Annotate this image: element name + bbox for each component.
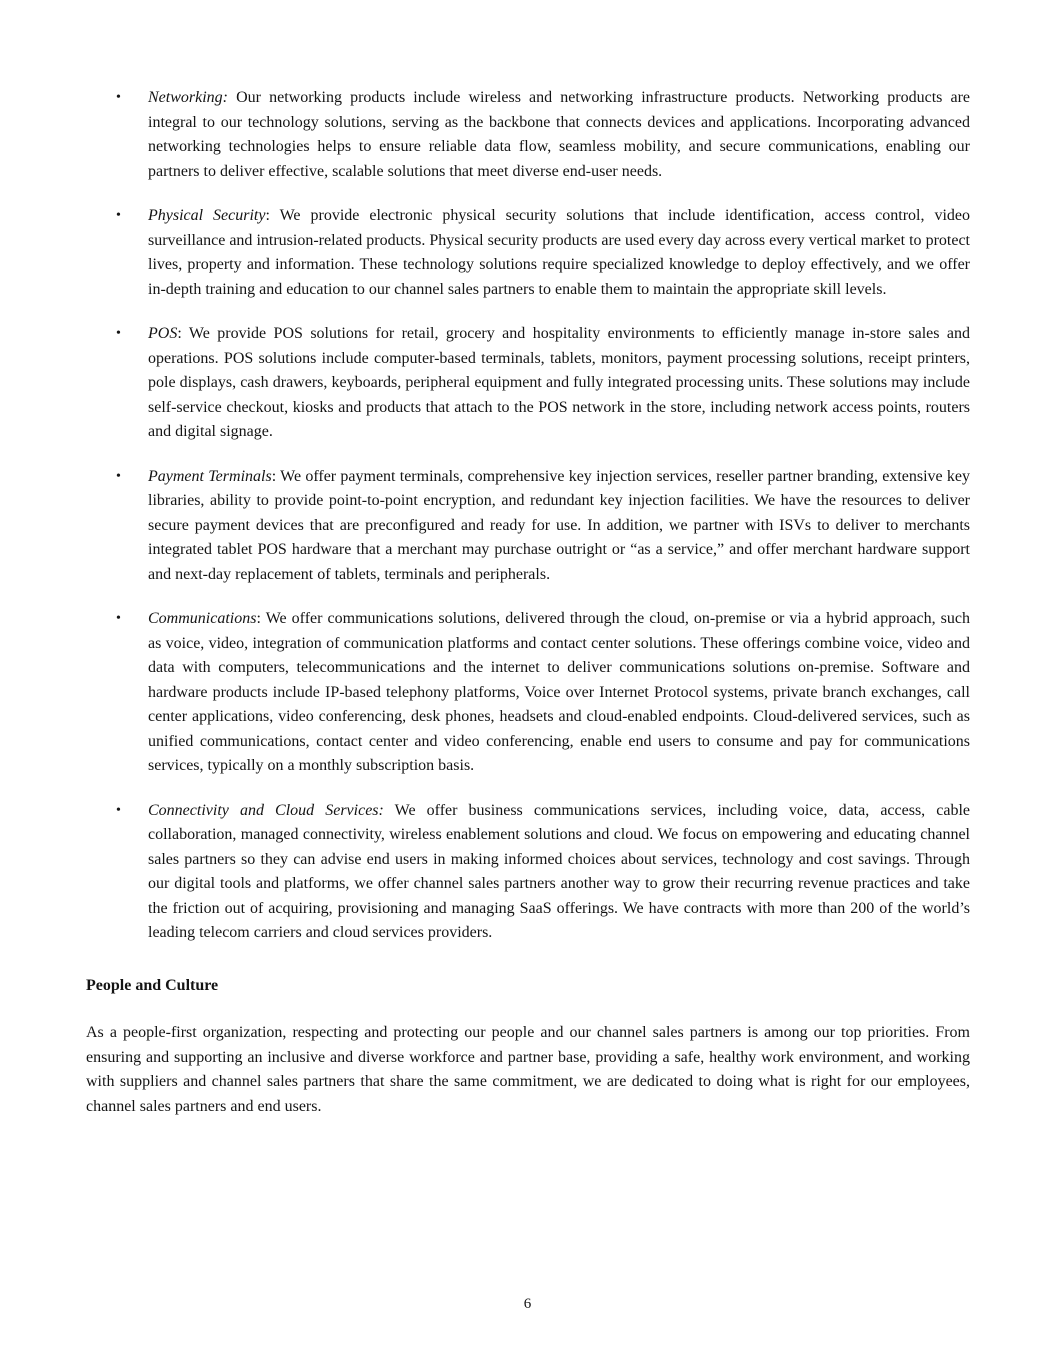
bullet-item-communications [86, 607, 970, 779]
bullet-text: We offer business communications services, including voice, data, access, cable collaboration, managed connectivity, wireless enablement solutions and cloud. We focus on empowering and educating channel sales partners so they can advise end users in making informed choices about services, technology and cost savings. Through our digital tools and platforms, we offer channel sales partners another way to grow their recurring revenue practices and take the friction out of acquiring, provisioning and managing SaaS offerings. We have contracts with more than 200 of the world’s leading telecom carriers and cloud services providers. [148, 801, 971, 941]
bullet-icon: • [116, 611, 121, 626]
bullet-icon: • [116, 208, 121, 223]
bullet-item-payment-terminals [86, 465, 970, 588]
bullet-label: Physical Security [148, 207, 266, 224]
bullet-label: Networking: [148, 89, 228, 106]
bullet-separator: : [256, 610, 266, 627]
bullet-separator: : [271, 467, 281, 485]
bullet-item-physical-security [86, 204, 970, 302]
bullet-text: We offer payment terminals, comprehensive key injection services, reseller partner branding, extensive key libraries, ability to provide point-to-point encryption, and redundant key injection facilities. We have the resources to deliver secure payment devices that are preconfigured and ready for use. In addition, we partner with ISVs to deliver to merchants integrated tablet POS hardware that a merchant may purchase outright or “as a service,” and offer merchant hardware support and next-day replacement of tablets, terminals and peripherals. [148, 467, 971, 583]
bullet-icon: • [116, 326, 121, 341]
bullet-icon: • [116, 90, 121, 105]
bullet-icon: • [116, 468, 121, 484]
bullet-separator [228, 89, 236, 106]
bullet-label: POS [148, 325, 178, 342]
product-bullet-list [86, 86, 970, 946]
bullet-separator [384, 802, 395, 819]
section-heading-people-and-culture: People and Culture [86, 976, 219, 994]
bullet-item-connectivity-cloud-services [86, 799, 970, 946]
bullet-separator: : [265, 207, 280, 224]
bullet-text: We provide electronic physical security solutions that include identification, access control, video surveillance and intrusion-related products. Physical security products are used every day across every vertical market to protect lives, property and information. These technology solutions require specialized knowledge to deploy effectively, and we offer in-depth training and education to our channel sales partners to enable them to maintain the appropriate skill levels. [148, 207, 970, 298]
bullet-text: Our networking products include wireless and networking infrastructure products. Networking products are integral to our technology solutions, serving as the backbone that connects devices and applications. Incorporating advanced networking technologies helps to ensure reliable data flow, seamless mobility, and secure communications, enabling our partners to deliver effective, scalable solutions that meet diverse end-user needs. [148, 89, 971, 180]
bullet-separator: : [177, 325, 189, 342]
bullet-item-pos [86, 322, 970, 445]
bullet-icon: • [116, 802, 121, 818]
bullet-text: We offer communications solutions, delivered through the cloud, on-premise or via a hybrid approach, such as voice, video, integration of communication platforms and contact center solutions. These offerings combine voice, video and data with computers, telecommunications and the internet to deliver communications solutions on-premise. Software and hardware products include IP-based telephony platforms, Voice over Internet Protocol systems, private branch exchanges, call center applications, video conferencing, desk phones, headsets and cloud-enabled endpoints. Cloud-delivered services, such as unified communications, contact center and video conferencing, enable end users to consume and pay for communications services, typically on a monthly subscription basis. [148, 610, 971, 774]
bullet-text: We provide POS solutions for retail, grocery and hospitality environments to efficiently manage in-store sales and operations. POS solutions include computer-based terminals, tablets, monitors, payment processing solutions, receipt printers, pole displays, cash drawers, keyboards, peripheral equipment and fully integrated processing units. These solutions may include self-service checkout, kiosks and products that attach to the POS network in the store, including network access points, routers and digital signage. [148, 325, 971, 440]
bullet-label: Payment Terminals [148, 467, 272, 485]
bullet-label: Connectivity and Cloud Services: [148, 801, 384, 819]
page-number: 6 [523, 1296, 532, 1312]
bullet-item-networking [86, 86, 970, 184]
bullet-label: Communications [148, 610, 257, 627]
people-and-culture-paragraph: As a people-first organization, respecting and protecting our people and our channel sales partners is among our top priorities. From ensuring and supporting an inclusive and diverse workforce and partner base, providing a safe, healthy work environment, and working with suppliers and channel sales partners that share the same commitment, we are dedicated to doing what is right for our employees, channel sales partners and end users. [86, 1024, 970, 1115]
